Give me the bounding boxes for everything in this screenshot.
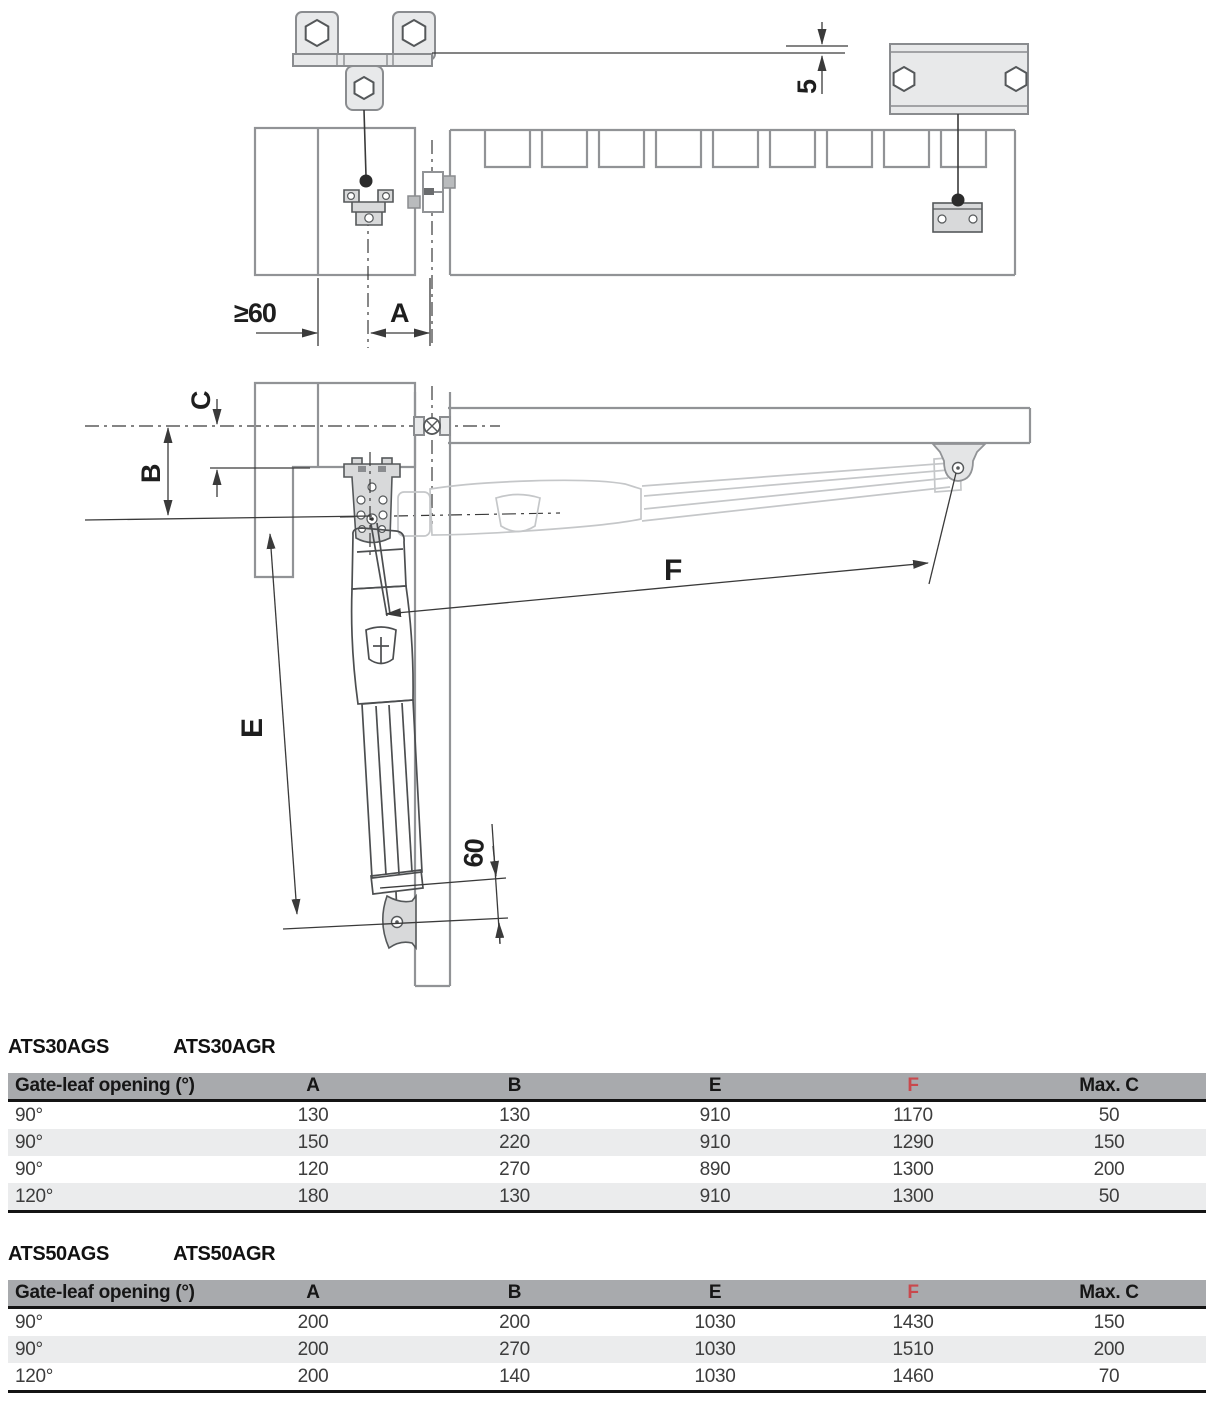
table-title: ATS50AGR [173,1243,276,1265]
front-bracket-section [929,444,985,584]
cell-max-c: 150 [1093,1311,1125,1333]
dim-label-ge60: ≥60 [234,298,276,328]
hex-bolt-icon [1006,67,1027,91]
table-row [8,1156,1206,1183]
front-plate-front-view [890,44,1028,207]
cell-opening: 90° [15,1104,43,1126]
cell-opening: 120° [8,1183,213,1212]
gate-comb-pattern [485,130,986,167]
dimension-C [186,391,310,497]
cell-a: 130 [297,1104,329,1126]
cell-b: 200 [499,1311,530,1333]
table-row [8,1336,1206,1363]
cell-opening: 90° [8,1129,213,1156]
dim-label-5: 5 [792,79,822,94]
dim-label-a: A [390,298,409,328]
cell-e: 910 [616,1129,814,1156]
cell-a: 180 [213,1183,413,1212]
cell-a: 200 [213,1363,413,1392]
cell-max-c: 70 [1012,1363,1206,1392]
dimension-B [85,428,372,520]
ats30-titles [8,1036,1206,1059]
col-header-opening: Gate-leaf opening (°) [8,1280,213,1308]
table-row [8,1363,1206,1392]
table-row [8,1101,1206,1130]
table-header-row [8,1073,1206,1101]
col-header-b: B [413,1280,616,1308]
table-title: ATS30AGR [173,1036,276,1058]
cell-a: 200 [297,1311,329,1333]
cell-b: 270 [413,1336,616,1363]
hex-bolt-icon [894,67,915,91]
dimension-5 [432,22,848,94]
cell-a: 120 [297,1158,329,1180]
cell-f: 1290 [814,1129,1012,1156]
cell-f: 1300 [814,1183,1012,1212]
cell-max-c: 200 [1093,1158,1125,1180]
cell-e: 1030 [694,1311,736,1333]
cell-b: 140 [413,1363,616,1392]
hex-bolt-icon [355,77,374,99]
col-header-b: B [413,1073,616,1101]
dim-label-60: 60 [458,838,490,869]
hex-bolt-icon [306,20,329,46]
cell-opening: 120° [8,1363,213,1392]
hex-bolt-icon [403,20,426,46]
cell-e: 1030 [616,1363,814,1392]
rear-bracket-front-view [293,12,435,188]
leader-dot [360,175,373,188]
cell-e: 910 [699,1104,731,1126]
table-title: ATS50AGS [8,1243,109,1265]
front-plate-plan [933,203,982,232]
foot-bracket-section [383,896,416,948]
cell-f: 1300 [892,1158,934,1180]
cell-b: 220 [413,1129,616,1156]
cell-f: 1430 [892,1311,934,1333]
cell-b: 270 [499,1158,530,1180]
gate-hinge-pivot [414,417,450,435]
table-header-row [8,1280,1206,1308]
actuator-closed-faint [398,457,961,536]
dimension-F [386,554,928,614]
rear-bracket-plan [344,190,393,225]
col-header-e: E [616,1280,814,1308]
col-header-opening: Gate-leaf opening (°) [8,1073,213,1101]
col-header-a: A [213,1073,413,1101]
cell-max-c: 50 [1098,1104,1120,1126]
dim-label-e: E [236,718,269,738]
cell-max-c: 50 [1012,1183,1206,1212]
col-header-max-c: Max. C [1012,1280,1206,1308]
leader-dot [952,194,965,207]
cell-f: 1460 [814,1363,1012,1392]
dimension-ge60-A [234,278,430,346]
cell-f: 1510 [814,1336,1012,1363]
cell-e: 1030 [616,1336,814,1363]
col-header-a: A [213,1280,413,1308]
table-row [8,1129,1206,1156]
ats50-table [8,1280,1206,1393]
cell-e: 910 [616,1183,814,1212]
col-header-e: E [616,1073,814,1101]
actuator-open [352,523,423,924]
cell-opening: 90° [8,1336,213,1363]
cell-e: 890 [699,1158,731,1180]
table-title: ATS30AGS [8,1036,109,1058]
cell-max-c: 150 [1012,1129,1206,1156]
dim-label-c: C [186,391,216,410]
cell-f: 1170 [893,1104,933,1126]
cell-b: 130 [499,1104,530,1126]
cell-opening: 90° [15,1158,43,1180]
col-header-f: F [814,1073,1012,1101]
col-header-f: F [814,1280,1012,1308]
ats50-titles [8,1243,1206,1266]
dim-label-f: F [664,554,682,587]
cell-a: 150 [213,1129,413,1156]
table-row [8,1183,1206,1212]
cell-b: 130 [413,1183,616,1212]
cell-max-c: 200 [1012,1336,1206,1363]
table-row [8,1308,1206,1337]
dim-label-b: B [136,464,166,483]
col-header-max-c: Max. C [1012,1073,1206,1101]
cell-opening: 90° [15,1311,43,1333]
ats30-table [8,1073,1206,1213]
cell-a: 200 [213,1336,413,1363]
